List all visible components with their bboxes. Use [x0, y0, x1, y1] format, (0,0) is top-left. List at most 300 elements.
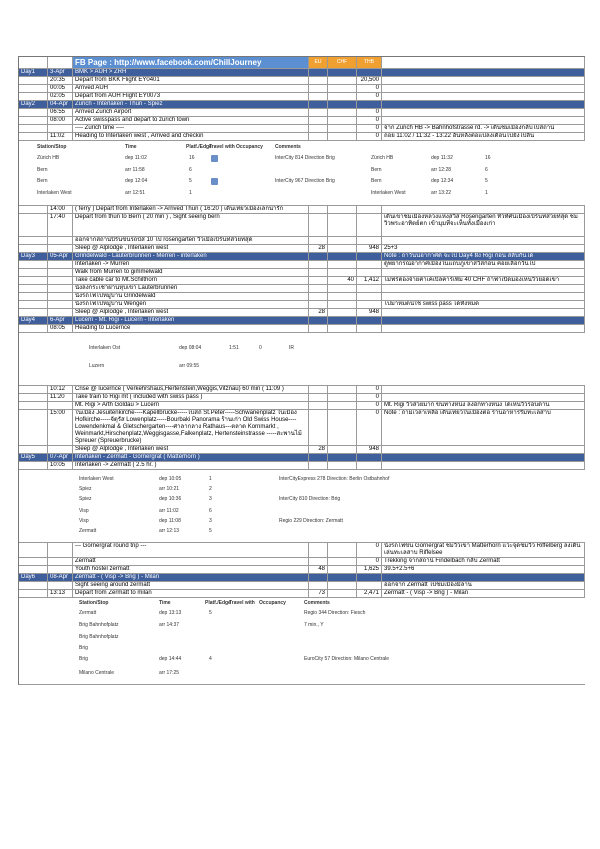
th-platf: Platf./Edge	[186, 144, 212, 150]
cell-activity: Active swisspass and depart to zurich town	[73, 117, 309, 124]
cell-thb	[357, 214, 382, 236]
cell-thb	[357, 285, 382, 292]
cell-chf	[328, 309, 357, 316]
itinerary-row	[19, 386, 585, 394]
cell-day	[19, 206, 48, 213]
stop-station: Interlaken West	[37, 190, 72, 196]
cell-thb: 0	[357, 394, 382, 401]
day-header-row	[19, 69, 585, 77]
stop-station: Interlaken Ost	[89, 345, 121, 351]
cell-thb	[357, 454, 382, 461]
cell-note	[382, 85, 585, 92]
stop-platf: 1	[189, 190, 192, 196]
itinerary-row	[19, 125, 585, 133]
cell-chf	[328, 454, 357, 461]
train-icon	[211, 178, 218, 185]
cell-chf	[328, 410, 357, 445]
cell-chf	[328, 402, 357, 409]
cell-time: 11:20	[48, 394, 73, 401]
cell-note	[382, 77, 585, 84]
cell-note	[382, 309, 585, 316]
cell-activity: Arrived AUH	[73, 85, 309, 92]
cell-day	[19, 402, 48, 409]
itinerary-row	[19, 558, 585, 566]
cell-note	[382, 386, 585, 393]
cell-note	[382, 574, 585, 581]
cell-day	[19, 77, 48, 84]
cell-chf	[328, 582, 357, 589]
cell-day: Day4	[19, 317, 48, 324]
cell-time	[48, 309, 73, 316]
cell-note	[382, 269, 585, 276]
stop-time: dep 08:04	[179, 345, 202, 351]
cell-day	[19, 269, 48, 276]
cell-chf	[328, 446, 357, 453]
cell-chf	[328, 245, 357, 252]
cell-time	[48, 558, 73, 565]
cell-activity: ---- Zurich time ----	[73, 125, 309, 132]
cell-activity: Depart from AUH Flight EY0073	[73, 93, 309, 100]
cell-note	[382, 462, 585, 469]
cell-day	[19, 462, 48, 469]
cell-day	[19, 245, 48, 252]
cell-time	[48, 582, 73, 589]
stop-time: dep 12:04	[125, 178, 148, 184]
cell-note: ดูพยากรณ์อากาศเมืองในแถบภูเขาสวิสก่อน ค่อยเลือกวันไป	[382, 261, 585, 268]
cell-chf	[328, 590, 357, 597]
cell-eu	[309, 317, 328, 324]
itinerary-row	[19, 245, 585, 253]
cell-eu	[309, 285, 328, 292]
cell-note: Trekking จากสถานี Findelbach กลับ Zermatt	[382, 558, 585, 565]
col-thb: THB	[357, 57, 382, 68]
cell-eu	[309, 293, 328, 300]
itinerary-row	[19, 93, 585, 101]
cell-chf	[328, 214, 357, 236]
cell-day	[19, 309, 48, 316]
cell-note	[382, 317, 585, 324]
cell-time	[48, 566, 73, 573]
cell-eu	[309, 558, 328, 565]
stop-time: arr 12:28	[431, 167, 452, 173]
cell-eu: 28	[309, 309, 328, 316]
cell-chf	[328, 386, 357, 393]
itinerary-row	[19, 543, 585, 558]
cell-thb: 0	[357, 402, 382, 409]
cell-chf	[328, 574, 357, 581]
cell-chf	[328, 101, 357, 108]
stop-time: arr 12:51	[125, 190, 146, 196]
stop-station: Bern	[37, 178, 48, 184]
cell-day	[19, 325, 48, 332]
cell-activity: Zermatt - ( Visp -> Brig ) - Milan	[73, 574, 309, 581]
cell-time: 10:12	[48, 386, 73, 393]
itinerary-row	[19, 237, 585, 245]
cell-thb	[357, 101, 382, 108]
itinerary-row	[19, 77, 585, 85]
cell-chf	[328, 93, 357, 100]
cell-note: Note : ถ้าวันนี้อากาศดี จะไป Day4 ฝั่ง Rigi ก่อน สลับกันได้	[382, 253, 585, 260]
cell-day	[19, 590, 48, 597]
cell-chf	[328, 317, 357, 324]
fb-page-title[interactable]: FB Page : http://www.facebook.com/ChillJourney	[73, 57, 309, 68]
cell-activity: Heading to Interlaken west , Arrived and checkin	[73, 133, 309, 140]
cell-thb	[357, 237, 382, 244]
cell-day: Day5	[19, 454, 48, 461]
cell-activity: Depart from Zermatt to milan	[73, 590, 309, 597]
cell-day: Day6	[19, 574, 48, 581]
cell-day	[19, 125, 48, 132]
cell-activity: Walk from Murren to gimmelwald	[73, 269, 309, 276]
cell-eu	[309, 277, 328, 284]
cell-eu: 28	[309, 446, 328, 453]
itinerary-row	[19, 446, 585, 454]
itinerary-row	[19, 269, 585, 277]
cell-eu	[309, 269, 328, 276]
cell-thb: 1,412	[357, 277, 382, 284]
cell-activity: --- Gornergrat round trip ---	[73, 543, 309, 557]
cell-thb: 0	[357, 85, 382, 92]
cell-chf	[328, 109, 357, 116]
stop-station: Interlaken West	[371, 190, 406, 196]
cell-thb	[357, 582, 382, 589]
cell-day	[19, 386, 48, 393]
itinerary-row	[19, 117, 585, 125]
stop-station: Zürich HB	[371, 155, 394, 161]
cell-day: Day3	[19, 253, 48, 260]
cell-chf	[328, 117, 357, 124]
timetable-zermatt-milan: Station/Stop Time Platf./Edge Travel with Occupancy Comments Zermatt dep 13:13 5 Regio 344 Direction: Fiesch Brig Bahnhofplatz arr 14:37 7 min., Y Brig Bahnhofplatz Brig Brig dep 14:44 4 EuroCity 57 Direction: Milano Centrale Milano Centrale arr 17:25	[19, 598, 585, 685]
cell-activity: Heading to Lucernce	[73, 325, 309, 332]
cell-time: 02:05	[48, 93, 73, 100]
stop-station: Bern	[371, 167, 382, 173]
cell-eu	[309, 117, 328, 124]
itinerary-row	[19, 277, 585, 285]
itinerary-row	[19, 410, 585, 446]
cell-activity: Take train to Rigi mt ( included with swiss pass )	[73, 394, 309, 401]
cell-time	[48, 285, 73, 292]
itinerary-row	[19, 566, 585, 574]
cell-time: 07-Apr	[48, 454, 73, 461]
cell-activity: Take cable car to Mt.Schilthorn	[73, 277, 309, 284]
cell-chf	[328, 269, 357, 276]
stop-time: dep 11:02	[125, 155, 147, 161]
cell-eu	[309, 77, 328, 84]
cell-chf	[328, 566, 357, 573]
cell-time	[48, 446, 73, 453]
cell-thb: 0	[357, 125, 382, 132]
cell-day	[19, 93, 48, 100]
cell-time: 08:00	[48, 117, 73, 124]
cell-day: Day2	[19, 101, 48, 108]
cell-thb: 948	[357, 309, 382, 316]
timetable-interlaken-luzern	[19, 333, 585, 386]
cell-chf	[328, 394, 357, 401]
itinerary-row	[19, 325, 585, 333]
cell-day	[19, 394, 48, 401]
cell-activity: Interlaken -> Zermatt ( 2.5 hr. )	[73, 462, 309, 469]
cell-thb	[357, 462, 382, 469]
cell-thb	[357, 325, 382, 332]
cell-day: Day1	[19, 69, 48, 76]
cell-eu	[309, 133, 328, 140]
cell-activity: นั่งลงกระเช้าผ่านหุบเขา Lauterbrunnen	[73, 285, 309, 292]
cell-activity: Mt. Rigi > Arth Goldau > Lucern	[73, 402, 309, 409]
cell-thb: 2,471	[357, 590, 382, 597]
cell-eu	[309, 85, 328, 92]
day-header-row	[19, 253, 585, 261]
cell-activity: ออกจากสถานีบิร์นขึ้นรถบัส 10 ไป rosengarten วิวเมือเบิร์นที่สวยที่สุด	[73, 237, 309, 244]
itinerary-row	[19, 402, 585, 410]
cell-time: 11:02	[48, 133, 73, 140]
itinerary-row	[19, 301, 585, 309]
cell-note: เดินเขาชมเมืองหลวงแห่งสวิส Rosengarten ทิวทัศน์เมืองเบิร์นที่สวยที่สุด ชมวิวพระอาทิตย์ตก เข้ามุมที่จะเห็นทั้งเมืองเก่า	[382, 214, 585, 236]
cell-thb	[357, 317, 382, 324]
cell-thb: 1,625	[357, 566, 382, 573]
cell-thb: 0	[357, 410, 382, 445]
cell-thb: 948	[357, 245, 382, 252]
cell-note	[382, 109, 585, 116]
cell-note: ไม่ฟรีต้องจ่ายค่าเคเบิลคาร์เพิ่ม 40 CHF ถ้าฟ้าเปิดมองเห็นวิวยอดเขา	[382, 277, 585, 284]
cell-day	[19, 109, 48, 116]
itinerary-row	[19, 462, 585, 470]
cell-activity: Grindelwald - Lauterbrunnen - Merren - interlaken	[73, 253, 309, 260]
cell-activity: Depart from thun to Bern ( 20 min ) , Sight seeing bern	[73, 214, 309, 236]
cell-time: 05-Apr	[48, 253, 73, 260]
cell-chf	[328, 462, 357, 469]
cell-eu	[309, 543, 328, 557]
cell-time	[48, 277, 73, 284]
cell-note	[382, 293, 585, 300]
itinerary-row	[19, 109, 585, 117]
cell-thb	[357, 206, 382, 213]
cell-note	[382, 69, 585, 76]
cell-activity: Sleep @ Alplodge , Interlaken west	[73, 446, 309, 453]
cell-time: 08:05	[48, 325, 73, 332]
cell-thb	[357, 293, 382, 300]
cell-day	[19, 261, 48, 268]
stop-time: arr 13:22	[431, 190, 452, 196]
cell-note: 25+3	[382, 245, 585, 252]
cell-eu	[309, 574, 328, 581]
cell-thb	[357, 253, 382, 260]
stop-time: dep 11:32	[431, 155, 453, 161]
cell-note	[382, 446, 585, 453]
stop-platf: 16	[189, 155, 195, 161]
cell-time	[48, 245, 73, 252]
train-icon	[211, 155, 218, 162]
header-row	[19, 57, 585, 69]
cell-eu	[309, 325, 328, 332]
stop-station: Bern	[37, 167, 48, 173]
cell-day	[19, 277, 48, 284]
cell-chf	[328, 69, 357, 76]
cell-chf	[328, 237, 357, 244]
cell-eu	[309, 214, 328, 236]
cell-note	[382, 117, 585, 124]
stop-platf: 1:51	[229, 345, 239, 351]
cell-eu	[309, 454, 328, 461]
cell-eu	[309, 386, 328, 393]
stop-time: dep 12:34	[431, 178, 454, 184]
cell-note: 39.5+2.5+6	[382, 566, 585, 573]
cell-note	[382, 285, 585, 292]
cell-day	[19, 133, 48, 140]
cell-activity: Sight seeing around zermatt	[73, 582, 309, 589]
cell-note: นั่งรถไฟขึ้น Gornergrat ชมวิวเขา Matterhorn แวะจุดชมวิว Riffelberg ลงเดินเล่นทะเลสาบ Riffelsee	[382, 543, 585, 557]
cell-thb: 20,500	[357, 77, 382, 84]
cell-time	[48, 301, 73, 308]
day-header-row	[19, 317, 585, 325]
cell-day	[19, 293, 48, 300]
stop-platf: 5	[189, 178, 192, 184]
cell-activity: ( ferry ) Depart from Interlaken -> Arrived Thun ( 16:20 ) เดินเที่ยวเมืองเล็กน่ารัก	[73, 206, 309, 213]
day-header-row	[19, 101, 585, 109]
cell-eu	[309, 69, 328, 76]
stop-type: IR	[289, 345, 294, 351]
cell-thb: 0	[357, 386, 382, 393]
timetable-zurich-interlaken	[19, 141, 585, 206]
cell-activity: Interlaken -> Murren	[73, 261, 309, 268]
itinerary-row	[19, 261, 585, 269]
cell-chf	[328, 206, 357, 213]
cell-eu	[309, 93, 328, 100]
itinerary-row	[19, 206, 585, 214]
cell-eu	[309, 101, 328, 108]
cell-time: 6-Apr	[48, 317, 73, 324]
cell-activity: Crise @ lucernce ( Verkehrshaus,Hertenstein,Weggis,Vitznau) 60 min ( 11:09 )	[73, 386, 309, 393]
cell-chf	[328, 558, 357, 565]
cell-eu	[309, 301, 328, 308]
cell-activity: Lucern - Mt. Rigi - Lucern - Interlaken	[73, 317, 309, 324]
cell-time: 08-Apr	[48, 574, 73, 581]
th-occupancy: Occupancy	[236, 144, 263, 150]
cell-note: ออกจาก Zermatt ไปชมเมืองมิลาน	[382, 582, 585, 589]
itinerary-row	[19, 309, 585, 317]
itinerary-row	[19, 85, 585, 93]
stop-platf: 6	[189, 167, 192, 173]
day-header-row	[19, 454, 585, 462]
cell-day	[19, 301, 48, 308]
cell-activity: นั่งรถไฟไปหมู่บ้าน Wengen	[73, 301, 309, 308]
cell-chf: 40	[328, 277, 357, 284]
stop-station: Luzern	[89, 363, 105, 369]
cell-time: 14:00	[48, 206, 73, 213]
cell-thb	[357, 301, 382, 308]
cell-eu	[309, 462, 328, 469]
cell-note	[382, 93, 585, 100]
cell-note: จาก Zurich HB -> Bahnhofstrasse rd. -> เดินชมเมืองกลับไปสถานี	[382, 125, 585, 132]
col-eu: EU	[309, 57, 328, 68]
cell-time	[48, 125, 73, 132]
cell-eu: 73	[309, 590, 328, 597]
cell-note	[382, 237, 585, 244]
cell-time: 13:13	[48, 590, 73, 597]
itinerary-row	[19, 285, 585, 293]
th-comments: Comments	[275, 144, 301, 150]
day-header-row	[19, 574, 585, 582]
cell-activity: Depart from BKK Flight EY0401	[73, 77, 309, 84]
cell-note: Mt. Rigi วิวสวยมาก ขึ้นทางหนึ่ง ลงอีกทางหนึ่ง ได้เห็นวิวรอบด้าน	[382, 402, 585, 409]
cell-eu	[309, 261, 328, 268]
cell-time	[48, 402, 73, 409]
cell-note	[382, 454, 585, 461]
cell-chf	[328, 325, 357, 332]
cell-day	[19, 558, 48, 565]
cell-activity: Interlaken - Zermatt - Gornergrat ( Matterhorn )	[73, 454, 309, 461]
cell-thb	[357, 269, 382, 276]
cell-chf	[328, 293, 357, 300]
stop-platf: 16	[485, 155, 491, 161]
cell-day	[19, 446, 48, 453]
cell-time: 04-Apr	[48, 101, 73, 108]
th-travel: Travel with	[209, 144, 235, 150]
cell-note	[382, 101, 585, 108]
stop-comment: InterCity 967 Direction Brig	[275, 178, 335, 184]
cell-day	[19, 237, 48, 244]
cell-activity: Sleep @ Alplodge , Interlaken west	[73, 309, 309, 316]
cell-note: Zermatt - ( Visp -> Brig ) - Milan	[382, 590, 585, 597]
cell-activity: นั่งรถไฟไปหมู่บ้าน Grindelwald	[73, 293, 309, 300]
itinerary-row	[19, 582, 585, 590]
cell-eu	[309, 253, 328, 260]
stop-platf: 6	[485, 167, 488, 173]
cell-time	[48, 269, 73, 276]
cell-activity: ในเมือง Jesuitenkirche----Kapellbrucke-----โบสถ์ St.Peter-----Schwanenplatz ในเมือง Hofkirche-----จัตุรัส Lowenplatz-----Bourbaki Panorama ร้านเก่า Old Swiss House----Lowendenkmal & Gletschergarten----ศาลากลาง Rathaus---ตลาด Kornmarkt , Weinmarkt,Hirschenplatz,Weggisgasse,Falkenplatz, Hertensteinstrasse -----สะพานไม้ Spreuer (Spreuerbrucke)	[73, 410, 309, 445]
cell-time	[48, 261, 73, 268]
th-time: Time	[125, 144, 137, 150]
cell-eu	[309, 237, 328, 244]
cell-time: 00:05	[48, 85, 73, 92]
cell-thb: 0	[357, 543, 382, 557]
cell-chf	[328, 85, 357, 92]
cell-chf	[328, 261, 357, 268]
cell-day	[19, 410, 48, 445]
cell-day	[19, 85, 48, 92]
cell-note	[382, 394, 585, 401]
cell-thb: 948	[357, 446, 382, 453]
cell-thb: 0	[357, 109, 382, 116]
cell-chf	[328, 301, 357, 308]
cell-note: ไปมาหมดนี้ใช้ swiss pass ได้ทั้งหมด	[382, 301, 585, 308]
cell-activity: BMK > AUH > ZRH	[73, 69, 309, 76]
stop-occupancy: 0	[259, 345, 262, 351]
cell-thb	[357, 69, 382, 76]
cell-chf	[328, 285, 357, 292]
cell-time: 17:40	[48, 214, 73, 236]
cell-note	[382, 325, 585, 332]
cell-day	[19, 285, 48, 292]
cell-eu	[309, 402, 328, 409]
cell-time: 10:05	[48, 462, 73, 469]
cell-chf	[328, 543, 357, 557]
itinerary-row	[19, 214, 585, 237]
col-chf: CHF	[328, 57, 357, 68]
cell-eu	[309, 125, 328, 132]
cell-eu	[309, 582, 328, 589]
cell-thb: 0	[357, 117, 382, 124]
timetable-interlaken-zermatt: Interlaken West dep 10:05 1 InterCityExpress 278 Direction: Berlin Ostbahnhof Spiez arr 10:21 2 Spiez dep 10:36 3 InterCity 810 Direction: Brig Visp arr 11:02 6 Visp dep 11:08 3 Regio 229 Direction: Zermatt Zermatt arr 12:13 5	[19, 470, 585, 543]
cell-eu	[309, 109, 328, 116]
cell-note: Note : ถ้ามีเวลาเหลือ เดินเที่ยวในเมืองต่อ ร้านอาหารริมทะเลสาบ	[382, 410, 585, 445]
cell-time: 3-Apr	[48, 69, 73, 76]
cell-note	[382, 206, 585, 213]
stop-platf: 5	[485, 178, 488, 184]
cell-activity: Sleep @ Alplodge , Interlaken west	[73, 245, 309, 252]
cell-thb: 0	[357, 133, 382, 140]
th-station: Station/Stop	[37, 144, 67, 150]
cell-time	[48, 293, 73, 300]
